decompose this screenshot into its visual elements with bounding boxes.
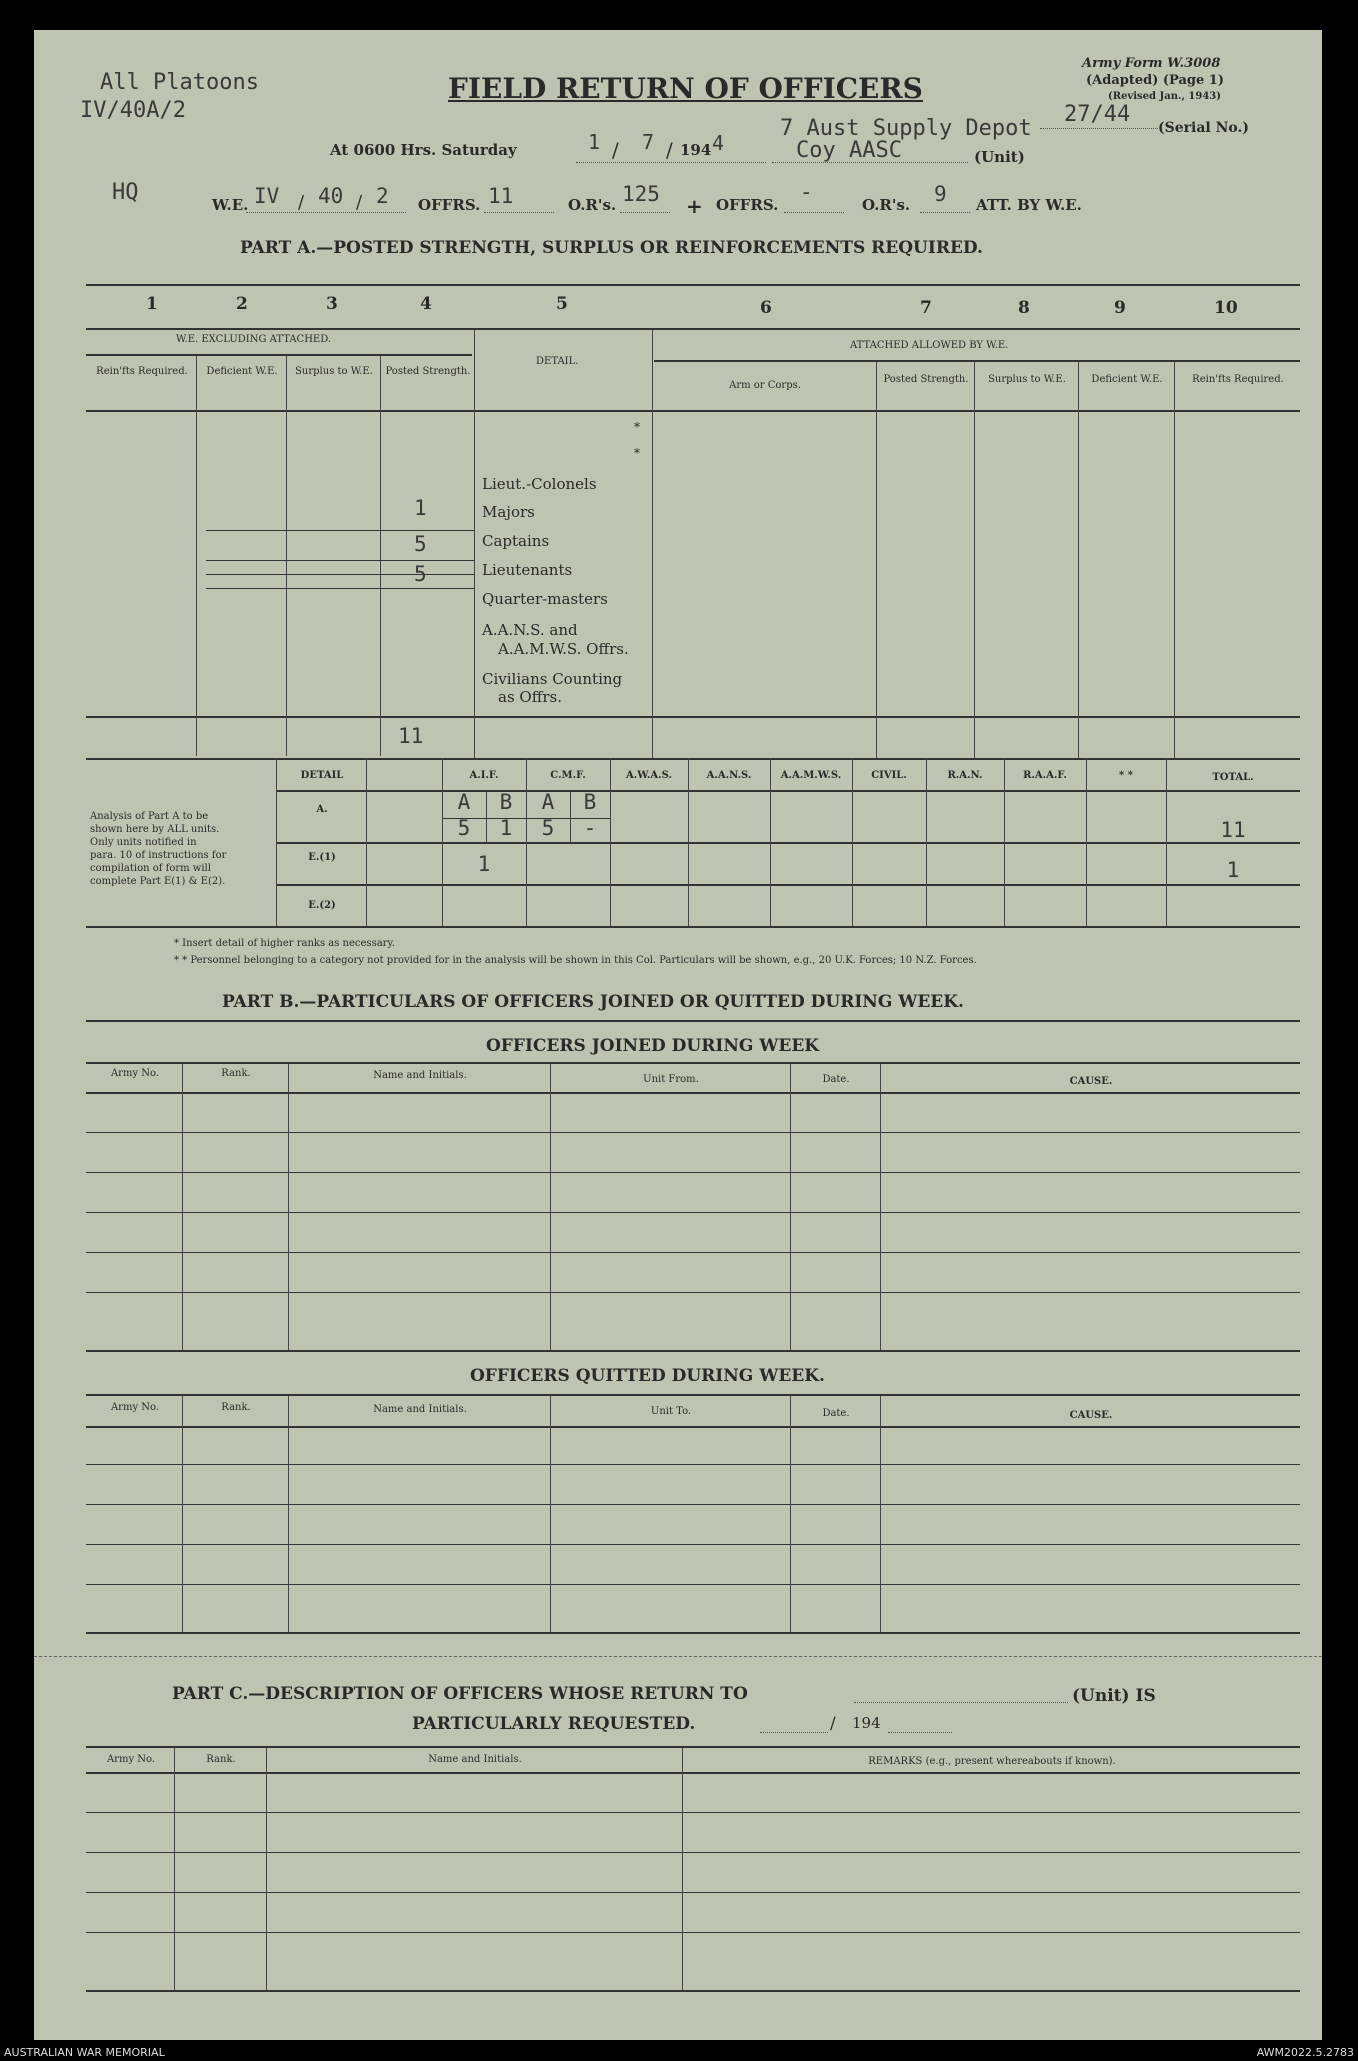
- col-number-7: 7: [920, 298, 932, 318]
- sub-header-deficient-att: Deficient W.E.: [1091, 374, 1163, 385]
- aif-b-letter: B: [499, 790, 513, 814]
- analysis-header-total: TOTAL.: [1212, 772, 1254, 783]
- date-year-prefix: 194: [680, 141, 712, 159]
- part-c-header-name: Name and Initials.: [428, 1754, 522, 1765]
- rank-majors: Majors: [482, 503, 535, 521]
- rank-quartermasters: Quarter-masters: [482, 590, 608, 608]
- rank-as-offrs: as Offrs.: [498, 688, 562, 706]
- footnote-1: * Insert detail of higher ranks as necessary.: [174, 938, 395, 949]
- at-label: At 0600 Hrs. Saturday: [330, 141, 517, 159]
- part-c-title: PART C.—DESCRIPTION OF OFFICERS WHOSE RETURN TO: [172, 1684, 748, 1704]
- we-excluding-header: W.E. EXCLUDING ATTACHED.: [176, 334, 332, 345]
- part-c-header-rank: Rank.: [206, 1754, 236, 1765]
- ors2-value: 9: [934, 182, 947, 206]
- cmf-a-letter: A: [541, 790, 555, 814]
- analysis-row-e1: E.(1): [308, 852, 336, 863]
- col-number-5: 5: [556, 294, 568, 314]
- joined-header-date: Date.: [822, 1074, 850, 1085]
- analysis-row-a: A.: [316, 804, 328, 815]
- unit-value-1: 7 Aust Supply Depot: [780, 116, 1032, 141]
- part-c-title-2: PARTICULARLY REQUESTED.: [412, 1714, 696, 1734]
- posted-captains: 5: [414, 532, 427, 556]
- ors-label: O.R's.: [568, 196, 617, 214]
- quitted-header-cause: CAUSE.: [1069, 1410, 1113, 1421]
- sub-header-surplus: Surplus to W.E.: [295, 366, 373, 377]
- col-number-2: 2: [236, 294, 248, 314]
- date-month: 7: [642, 130, 655, 154]
- form-sheet: [34, 30, 1322, 2040]
- col-number-10: 10: [1214, 298, 1238, 318]
- sub-header-reinfts: Rein'fts Required.: [96, 366, 188, 377]
- col-number-4: 4: [420, 294, 432, 314]
- posted-majors: 1: [414, 496, 427, 520]
- part-b-title: PART B.—PARTICULARS OF OFFICERS JOINED OR QUITTED DURING WEEK.: [222, 992, 964, 1012]
- joined-header-cause: CAUSE.: [1069, 1076, 1113, 1087]
- sub-header-posted-att: Posted Strength.: [883, 374, 969, 385]
- serial-value: 27/44: [1064, 102, 1131, 127]
- form-title: FIELD RETURN OF OFFICERS: [448, 72, 923, 105]
- serial-label: (Serial No.): [1158, 120, 1249, 136]
- analysis-header-detail: DETAIL: [300, 770, 344, 781]
- rank-civilians: Civilians Counting: [482, 670, 623, 688]
- we-value-1: IV: [254, 184, 280, 208]
- unit-value-2: Coy AASC: [796, 138, 902, 163]
- ors2-label: O.R's.: [862, 196, 911, 214]
- joined-header-rank: Rank.: [221, 1068, 251, 1079]
- rank-lieutenants: Lieutenants: [482, 561, 573, 579]
- cmf-b-value: -: [583, 816, 597, 840]
- cmf-a-value: 5: [541, 816, 555, 840]
- aif-a-value: 5: [457, 816, 471, 840]
- col-number-9: 9: [1114, 298, 1126, 318]
- plus-sign: +: [686, 194, 703, 218]
- col-number-8: 8: [1018, 298, 1030, 318]
- quitted-header-army-no: Army No.: [110, 1402, 160, 1413]
- analysis-header-awas: A.W.A.S.: [626, 770, 672, 781]
- rank-aamws: A.A.M.W.S. Offrs.: [498, 640, 629, 658]
- quitted-header-date: Date.: [822, 1408, 850, 1419]
- analysis-header-aif: A.I.F.: [469, 770, 499, 781]
- analysis-header-raaf: R.A.A.F.: [1023, 770, 1067, 781]
- col-number-1: 1: [146, 294, 158, 314]
- sub-header-deficient: Deficient W.E.: [206, 366, 278, 377]
- we-reference: IV/40A/2: [80, 98, 186, 123]
- part-c-header-remarks: REMARKS (e.g., present whereabouts if known).: [868, 1756, 1116, 1767]
- aif-e1-value: 1: [477, 852, 491, 876]
- part-c-date-year: 194: [852, 1714, 881, 1732]
- adapted-label: (Adapted) (Page 1): [1086, 73, 1224, 88]
- footnote-2: * * Personnel belonging to a category not provided for in the analysis will be shown in this Col. Particulars will be shown, e.g., 20 U.K. Forces; 10 N.Z. Forces.: [174, 955, 977, 966]
- part-c-unit-label: (Unit) IS: [1072, 1686, 1156, 1706]
- analysis-header-civil: CIVIL.: [871, 770, 907, 781]
- analysis-note: Analysis of Part A to be shown here by ALL units. Only units notified in para. 10 of instructions for compilation of form will complete Part E(1) & E(2).: [90, 811, 227, 887]
- posted-lieutenants: 5: [414, 562, 427, 586]
- joined-header-unit-from: Unit From.: [643, 1074, 699, 1085]
- offrs2-value: -: [800, 180, 813, 204]
- aif-a-letter: A: [457, 790, 471, 814]
- sub-header-arm-corps: Arm or Corps.: [729, 380, 801, 391]
- asterisk-1: *: [634, 420, 640, 434]
- offrs-value: 11: [488, 184, 514, 208]
- joined-header-name: Name and Initials.: [373, 1070, 467, 1081]
- cmf-b-letter: B: [583, 790, 597, 814]
- analysis-header-cmf: C.M.F.: [550, 770, 586, 781]
- sub-header-reinfts-att: Rein'fts Required.: [1192, 374, 1284, 385]
- hq-note: HQ: [112, 180, 139, 205]
- footer-right: AWM2022.5.2783: [1256, 2046, 1354, 2059]
- analysis-row-e2: E.(2): [308, 900, 336, 911]
- joined-title: OFFICERS JOINED DURING WEEK: [486, 1036, 820, 1056]
- posted-total: 11: [398, 724, 424, 748]
- rank-aans: A.A.N.S. and: [482, 621, 578, 639]
- sub-header-posted: Posted Strength.: [385, 366, 471, 377]
- joined-header-army-no: Army No.: [110, 1068, 160, 1079]
- detail-header: DETAIL.: [536, 356, 579, 367]
- asterisk-2: *: [634, 446, 640, 460]
- part-a-title: PART A.—POSTED STRENGTH, SURPLUS OR REINFORCEMENTS REQUIRED.: [240, 238, 983, 258]
- quitted-header-rank: Rank.: [221, 1402, 251, 1413]
- analysis-e1-total: 1: [1226, 858, 1240, 882]
- tear-line: [34, 1656, 1322, 1657]
- part-c-header-army-no: Army No.: [106, 1754, 156, 1765]
- quitted-header-name: Name and Initials.: [373, 1404, 467, 1415]
- col-number-3: 3: [326, 294, 338, 314]
- offrs2-label: OFFRS.: [716, 196, 779, 214]
- analysis-header-aamws: A.A.M.W.S.: [780, 770, 842, 781]
- footer-left: AUSTRALIAN WAR MEMORIAL: [4, 2046, 165, 2059]
- rank-lieut-colonels: Lieut.-Colonels: [482, 475, 597, 493]
- revised-label: (Revised Jan., 1943): [1108, 91, 1221, 102]
- analysis-header-aans: A.A.N.S.: [706, 770, 752, 781]
- sub-header-surplus-att: Surplus to W.E.: [988, 374, 1066, 385]
- unit-label: (Unit): [974, 148, 1025, 166]
- analysis-header-ran: R.A.N.: [947, 770, 983, 781]
- we-value-2: 40: [318, 184, 344, 208]
- date-year-suffix: 4: [712, 131, 725, 155]
- att-label: ATT. BY W.E.: [976, 196, 1082, 214]
- aif-b-value: 1: [499, 816, 513, 840]
- col-number-6: 6: [760, 298, 772, 318]
- platoons-note: All Platoons: [100, 70, 259, 95]
- quitted-header-unit-to: Unit To.: [650, 1406, 692, 1417]
- we-value-3: 2: [376, 184, 389, 208]
- ors-value: 125: [622, 182, 660, 206]
- attached-header: ATTACHED ALLOWED BY W.E.: [850, 340, 1009, 351]
- offrs-label: OFFRS.: [418, 196, 481, 214]
- army-form-label: Army Form W.3008: [1082, 56, 1221, 71]
- quitted-title: OFFICERS QUITTED DURING WEEK.: [470, 1366, 825, 1386]
- rank-captains: Captains: [482, 532, 550, 550]
- date-day: 1: [588, 130, 601, 154]
- we-label: W.E.: [212, 196, 249, 214]
- analysis-a-total: 11: [1220, 818, 1246, 842]
- analysis-header-other: * *: [1119, 770, 1133, 781]
